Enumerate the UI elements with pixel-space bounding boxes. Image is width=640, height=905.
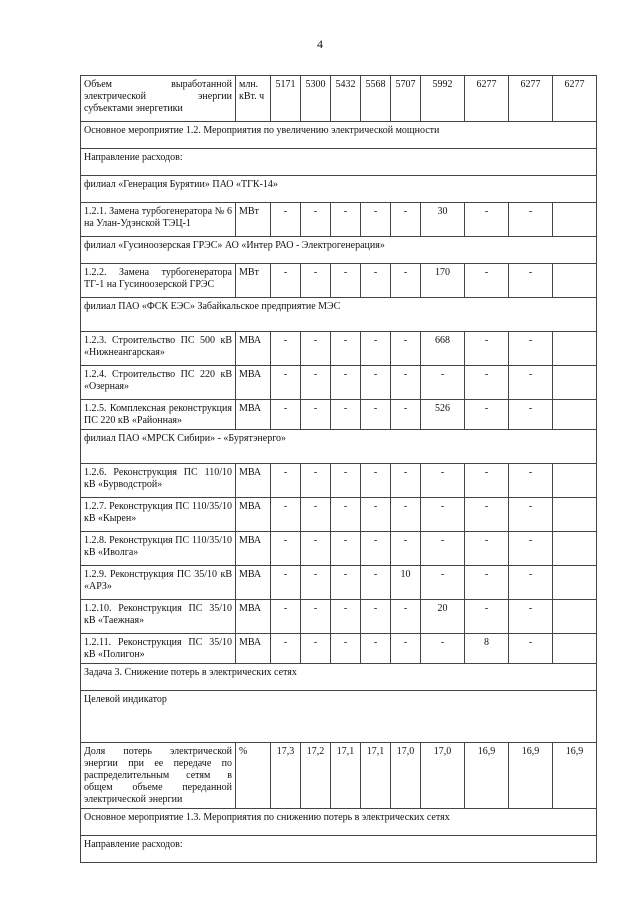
value-cell: - (301, 332, 331, 366)
section-row (81, 298, 597, 332)
value-cell: - (509, 566, 553, 600)
value-cell: - (271, 332, 301, 366)
section-heading: филиал ПАО «МРСК Сибири» - «Бурятэнерго» (81, 430, 597, 464)
value-cell: 5432 (331, 76, 361, 122)
indicator-name: 1.2.7. Реконструкция ПС 110/35/10 кВ «Кырен» (81, 498, 236, 532)
value-cell: - (465, 203, 509, 237)
unit-cell: МВт (236, 264, 271, 298)
value-cell: - (301, 464, 331, 498)
value-cell: - (421, 366, 465, 400)
value-cell: - (391, 400, 421, 430)
value-cell: - (331, 600, 361, 634)
value-cell: - (391, 203, 421, 237)
value-cell (553, 203, 597, 237)
value-cell: - (361, 532, 391, 566)
table-row (81, 498, 597, 532)
value-cell: - (271, 264, 301, 298)
value-cell: - (361, 566, 391, 600)
value-cell: - (361, 203, 391, 237)
section-row (81, 836, 597, 863)
table-row (81, 600, 597, 634)
value-cell: - (391, 498, 421, 532)
value-cell: 17,1 (361, 743, 391, 809)
value-cell: - (331, 203, 361, 237)
section-heading: Основное мероприятие 1.3. Мероприятия по снижению потерь в электрических сетях (81, 809, 597, 836)
unit-cell: МВА (236, 464, 271, 498)
value-cell: 170 (421, 264, 465, 298)
value-cell: - (301, 634, 331, 664)
section-heading: филиал «Генерация Бурятии» ПАО «ТГК-14» (81, 176, 597, 203)
unit-cell: МВА (236, 332, 271, 366)
section-heading: Направление расходов: (81, 149, 597, 176)
unit-cell: % (236, 743, 271, 809)
unit-cell: МВА (236, 498, 271, 532)
value-cell (553, 400, 597, 430)
section-row (81, 122, 597, 149)
value-cell: - (301, 264, 331, 298)
indicator-name: 1.2.3. Строительство ПС 500 кВ «Нижнеангарская» (81, 332, 236, 366)
value-cell: - (509, 464, 553, 498)
value-cell: - (271, 498, 301, 532)
value-cell: - (391, 464, 421, 498)
value-cell: - (301, 498, 331, 532)
value-cell: 5707 (391, 76, 421, 122)
value-cell: - (331, 464, 361, 498)
value-cell: - (465, 264, 509, 298)
value-cell: - (509, 600, 553, 634)
value-cell (553, 264, 597, 298)
value-cell (553, 634, 597, 664)
unit-cell: МВА (236, 600, 271, 634)
value-cell: 16,9 (465, 743, 509, 809)
value-cell: - (361, 498, 391, 532)
value-cell: 17,0 (391, 743, 421, 809)
value-cell: 6277 (465, 76, 509, 122)
table-row (81, 203, 597, 237)
value-cell: - (361, 634, 391, 664)
section-heading: филиал «Гусиноозерская ГРЭС» АО «Интер РАО - Электрогенерация» (81, 237, 597, 264)
value-cell: 668 (421, 332, 465, 366)
value-cell: - (391, 634, 421, 664)
section-row (81, 149, 597, 176)
value-cell: - (421, 532, 465, 566)
section-row (81, 237, 597, 264)
value-cell: - (391, 532, 421, 566)
section-row (81, 809, 597, 836)
value-cell (553, 600, 597, 634)
value-cell: 30 (421, 203, 465, 237)
page-number: 4 (317, 37, 323, 51)
value-cell: - (361, 264, 391, 298)
value-cell: - (301, 566, 331, 600)
section-heading: Направление расходов: (81, 836, 597, 863)
value-cell: - (271, 634, 301, 664)
value-cell: - (391, 264, 421, 298)
value-cell: - (465, 532, 509, 566)
value-cell: - (361, 400, 391, 430)
value-cell: - (509, 203, 553, 237)
table-row (81, 532, 597, 566)
indicator-name: 1.2.11. Реконструкция ПС 35/10 кВ «Полигон» (81, 634, 236, 664)
value-cell: - (509, 332, 553, 366)
value-cell: - (331, 400, 361, 430)
unit-cell: МВА (236, 566, 271, 600)
indicator-name: 1.2.5. Комплексная реконструкция ПС 220 кВ «Районная» (81, 400, 236, 430)
value-cell: - (465, 464, 509, 498)
value-cell: - (271, 600, 301, 634)
value-cell: - (271, 532, 301, 566)
value-cell (553, 332, 597, 366)
value-cell: - (361, 332, 391, 366)
unit-cell: млн. кВт. ч (236, 76, 271, 122)
value-cell: - (361, 464, 391, 498)
value-cell: - (509, 366, 553, 400)
table-row (81, 634, 597, 664)
value-cell: 20 (421, 600, 465, 634)
value-cell: - (301, 400, 331, 430)
value-cell: - (361, 366, 391, 400)
value-cell: 5568 (361, 76, 391, 122)
value-cell: - (465, 498, 509, 532)
value-cell: - (421, 634, 465, 664)
value-cell: - (509, 634, 553, 664)
value-cell: 5300 (301, 76, 331, 122)
value-cell (553, 566, 597, 600)
value-cell: - (331, 498, 361, 532)
indicator-name: 1.2.1. Замена турбогенератора № 6 на Улан-Удэнской ТЭЦ-1 (81, 203, 236, 237)
section-heading: филиал ПАО «ФСК ЕЭС» Забайкальское предприятие МЭС (81, 298, 597, 332)
value-cell: 10 (391, 566, 421, 600)
value-cell: 16,9 (509, 743, 553, 809)
value-cell: 6277 (553, 76, 597, 122)
table-row (81, 464, 597, 498)
section-heading: Основное мероприятие 1.2. Мероприятия по увеличению электрической мощности (81, 122, 597, 149)
value-cell: 6277 (509, 76, 553, 122)
section-heading: Целевой индикатор (81, 691, 597, 743)
section-row (81, 664, 597, 691)
table-row (81, 400, 597, 430)
value-cell (553, 498, 597, 532)
value-cell: - (301, 366, 331, 400)
value-cell: 526 (421, 400, 465, 430)
value-cell: - (465, 332, 509, 366)
value-cell: - (509, 400, 553, 430)
value-cell: - (421, 566, 465, 600)
indicator-name: Доля потерь электрической энергии при ее передаче по распределительным сетям в общем объеме переданной электрической энергии (81, 743, 236, 809)
indicator-name: Объем выработанной электрической энергии субъектами энергетики (81, 76, 236, 122)
unit-cell: МВА (236, 634, 271, 664)
indicator-name: 1.2.2. Замена турбогенератора ТГ-1 на Гусиноозерской ГРЭС (81, 264, 236, 298)
value-cell: - (465, 366, 509, 400)
indicator-name: 1.2.10. Реконструкция ПС 35/10 кВ «Таежная» (81, 600, 236, 634)
value-cell: 5171 (271, 76, 301, 122)
table-row (81, 366, 597, 400)
value-cell: - (301, 532, 331, 566)
section-row (81, 430, 597, 464)
section-row (81, 176, 597, 203)
value-cell: - (509, 498, 553, 532)
table-row (81, 743, 597, 809)
table-row (81, 332, 597, 366)
value-cell: - (391, 600, 421, 634)
value-cell: - (301, 203, 331, 237)
value-cell: - (271, 464, 301, 498)
indicator-name: 1.2.6. Реконструкция ПС 110/10 кВ «Бурводстрой» (81, 464, 236, 498)
table-row (81, 76, 597, 122)
value-cell: - (331, 332, 361, 366)
unit-cell: МВА (236, 532, 271, 566)
value-cell: - (391, 366, 421, 400)
value-cell: 16,9 (553, 743, 597, 809)
table-row (81, 264, 597, 298)
value-cell: - (271, 566, 301, 600)
unit-cell: МВА (236, 400, 271, 430)
section-row (81, 691, 597, 743)
value-cell: - (465, 400, 509, 430)
table-row (81, 566, 597, 600)
section-heading: Задача 3. Снижение потерь в электрических сетях (81, 664, 597, 691)
data-table (80, 75, 597, 863)
value-cell: - (331, 634, 361, 664)
unit-cell: МВА (236, 366, 271, 400)
unit-cell: МВт (236, 203, 271, 237)
value-cell: - (331, 264, 361, 298)
value-cell: - (271, 400, 301, 430)
value-cell: 17,0 (421, 743, 465, 809)
value-cell: 8 (465, 634, 509, 664)
indicator-name: 1.2.8. Реконструкция ПС 110/35/10 кВ «Иволга» (81, 532, 236, 566)
value-cell: - (509, 264, 553, 298)
value-cell: 17,3 (271, 743, 301, 809)
value-cell: - (465, 600, 509, 634)
value-cell (553, 532, 597, 566)
indicator-name: 1.2.9. Реконструкция ПС 35/10 кВ «АРЗ» (81, 566, 236, 600)
value-cell: 5992 (421, 76, 465, 122)
value-cell: - (421, 464, 465, 498)
value-cell: - (421, 498, 465, 532)
value-cell (553, 366, 597, 400)
value-cell: - (361, 600, 391, 634)
value-cell: - (465, 566, 509, 600)
value-cell (553, 464, 597, 498)
value-cell: 17,1 (331, 743, 361, 809)
value-cell: - (331, 366, 361, 400)
value-cell: - (331, 532, 361, 566)
value-cell: - (331, 566, 361, 600)
value-cell: - (391, 332, 421, 366)
indicator-name: 1.2.4. Строительство ПС 220 кВ «Озерная» (81, 366, 236, 400)
value-cell: - (271, 203, 301, 237)
value-cell: 17,2 (301, 743, 331, 809)
value-cell: - (271, 366, 301, 400)
value-cell: - (509, 532, 553, 566)
value-cell: - (301, 600, 331, 634)
